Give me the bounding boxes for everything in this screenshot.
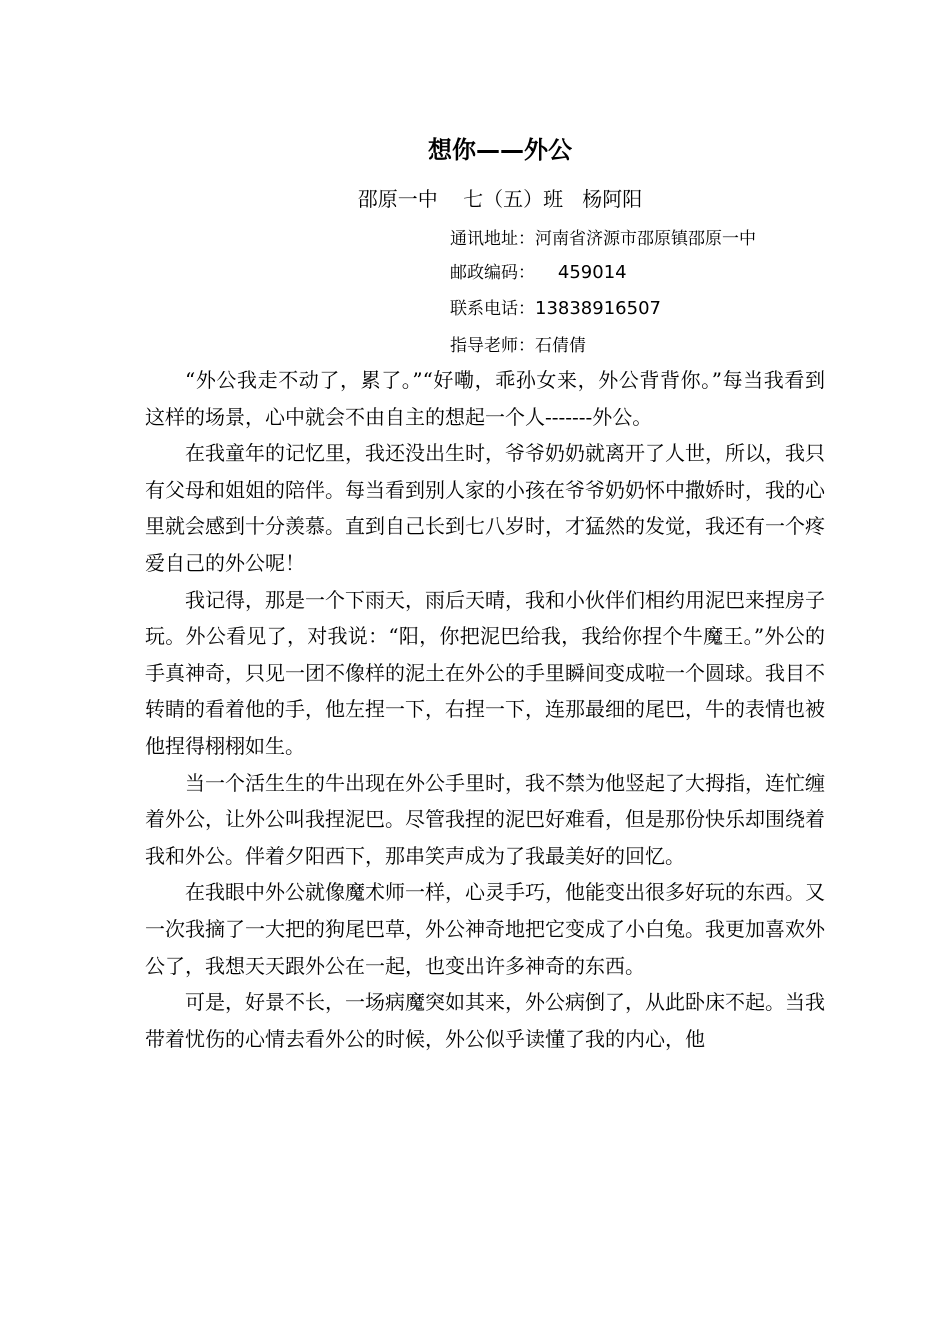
author-byline: 邵原一中 七（五）班 杨阿阳 — [357, 187, 643, 211]
paragraph: 在我童年的记忆里，我还没出生时，爷爷奶奶就离开了人世，所以，我只有父母和姐姐的陪伴。每当看到别人家的小孩在爷爷奶奶怀中撒娇时，我的心里就会感到十分羡慕。直到自己长到七八岁时，才猛然的发觉，我还有一个疼爱自己的外公呢！ — [145, 441, 825, 575]
paragraph: “外公我走不动了，累了。”“好嘞，乖孙女来，外公背背你。”每当我看到这样的场景，心中就会不由自主的想起一个人-------外公。 — [145, 368, 825, 429]
contact-address-value: 河南省济源市邵原镇邵原一中 — [535, 229, 756, 249]
essay-body — [145, 362, 825, 1057]
advisor-teacher-value: 石倩倩 — [535, 336, 586, 356]
advisor-teacher-label: 指导老师： — [450, 336, 535, 356]
phone-number-value: 13838916507 — [535, 298, 661, 319]
contact-address-label: 通讯地址： — [450, 229, 535, 249]
phone-number — [450, 295, 930, 323]
postal-code-label: 邮政编码： — [450, 263, 535, 283]
paragraph: 可是，好景不长，一场病魔突如其来，外公病倒了，从此卧床不起。当我带着忧伤的心情去看外公的时候，外公似乎读懂了我的内心，他 — [145, 990, 825, 1051]
paragraph: 当一个活生生的牛出现在外公手里时，我不禁为他竖起了大拇指，连忙缠着外公，让外公叫我捏泥巴。尽管我捏的泥巴好难看，但是那份快乐却围绕着我和外公。伴着夕阳西下，那串笑声成为了我最美好的回忆。 — [145, 770, 825, 868]
postal-code — [450, 259, 930, 287]
phone-number-label: 联系电话： — [450, 299, 535, 319]
postal-code-value: 459014 — [535, 262, 627, 283]
paragraph: 我记得，那是一个下雨天，雨后天晴，我和小伙伴们相约用泥巴来捏房子玩。外公看见了，对我说：“阳，你把泥巴给我，我给你捏个牛魔王。”外公的手真神奇，只见一团不像样的泥土在外公的手里瞬间变成啦一个圆球。我目不转睛的看着他的手，他左捏一下，右捏一下，连那最细的尾巴，牛的表情也被他捏得栩栩如生。 — [145, 587, 825, 758]
contact-address — [450, 225, 930, 253]
advisor-teacher — [450, 332, 930, 360]
essay-title: 想你——外公 — [428, 136, 572, 164]
paragraph: 在我眼中外公就像魔术师一样，心灵手巧，他能变出很多好玩的东西。又一次我摘了一大把的狗尾巴草，外公神奇地把它变成了小白兔。我更加喜欢外公了，我想天天跟外公在一起，也变出许多神奇的东西。 — [145, 880, 825, 978]
